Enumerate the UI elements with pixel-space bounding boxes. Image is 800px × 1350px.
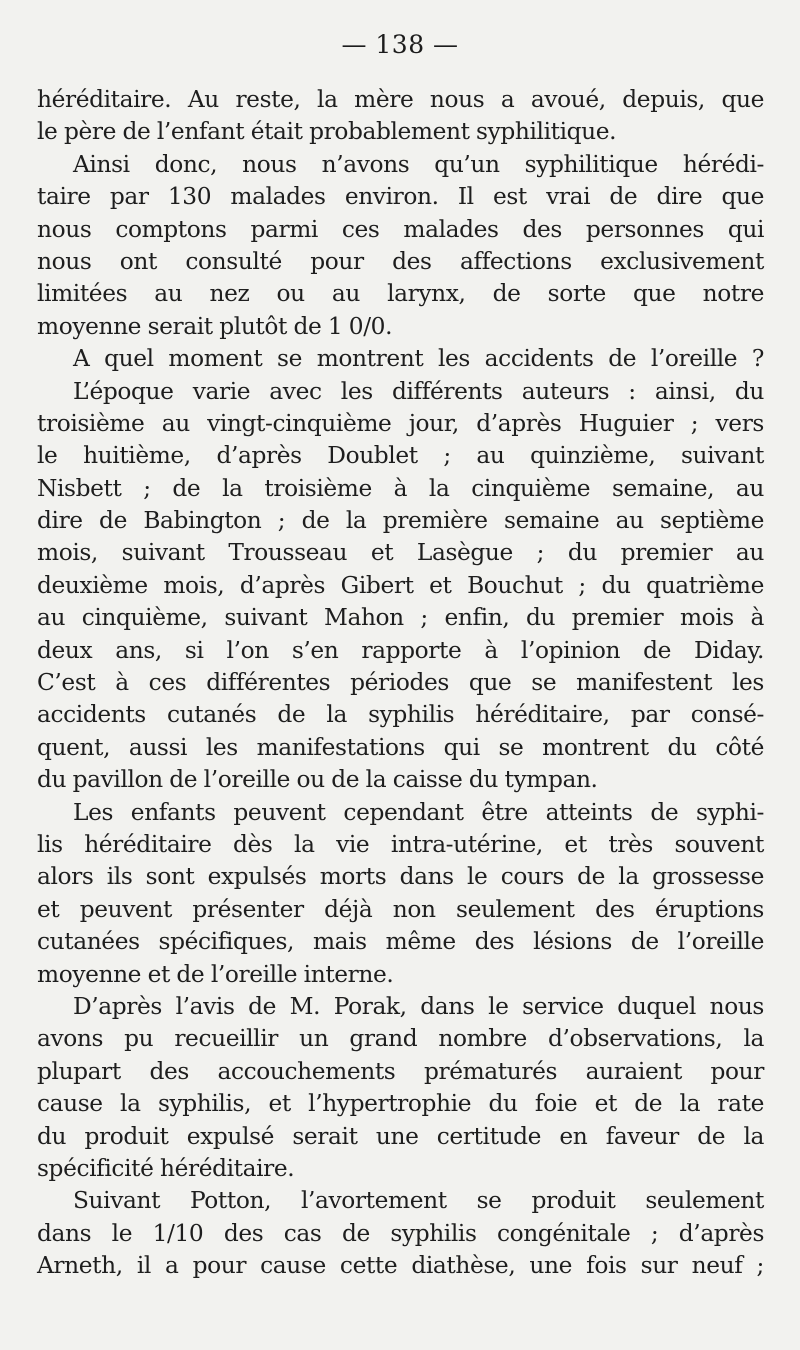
text-line: L’époque varie avec les différents auteurs : ainsi, du bbox=[73, 377, 764, 405]
text-line: lis héréditaire dès la vie intra-utérine, et très souvent bbox=[37, 830, 764, 858]
text-line: nous comptons parmi ces malades des personnes qui bbox=[37, 215, 764, 243]
text-line: cause la syphilis, et l’hypertrophie du foie et de la rate bbox=[37, 1090, 764, 1118]
text-line: deux ans, si l’on s’en rapporte à l’opinion de Diday. bbox=[37, 636, 764, 664]
body-text bbox=[37, 84, 764, 1282]
text-line: du pavillon de l’oreille ou de la caisse du tympan. bbox=[37, 766, 598, 794]
text-line: taire par 130 malades environ. Il est vrai de dire que bbox=[37, 183, 764, 211]
text-line: limitées au nez ou au larynx, de sorte que notre bbox=[37, 280, 764, 308]
text-line: moyenne et de l’oreille interne. bbox=[37, 960, 394, 988]
text-line: accidents cutanés de la syphilis héréditaire, par consé- bbox=[37, 701, 764, 729]
text-line: héréditaire. Au reste, la mère nous a avoué, depuis, que bbox=[37, 86, 764, 113]
text-line: plupart des accouchements prématurés auraient pour bbox=[37, 1057, 764, 1085]
text-line: mois, suivant Trousseau et Lasègue ; du premier au bbox=[37, 539, 764, 567]
text-line: le père de l’enfant était probablement syphilitique. bbox=[37, 118, 617, 146]
text-line: Ainsi donc, nous n’avons qu’un syphilitique hérédi- bbox=[73, 150, 764, 178]
text-line: dans le 1/10 des cas de syphilis congénitale ; d’après bbox=[37, 1219, 764, 1247]
text-line: Nisbett ; de la troisième à la cinquième semaine, au bbox=[37, 474, 764, 502]
text-line: nous ont consulté pour des affections exclusivement bbox=[37, 247, 764, 275]
text-line: cutanées spécifiques, mais même des lésions de l’oreille bbox=[37, 928, 764, 956]
page-number: — 138 — bbox=[341, 30, 459, 59]
text-line: avons pu recueillir un grand nombre d’observations, la bbox=[37, 1025, 764, 1053]
text-line: le huitième, d’après Doublet ; au quinzième, suivant bbox=[37, 442, 764, 470]
text-line: spécificité héréditaire. bbox=[37, 1154, 295, 1182]
text-line: Arneth, il a pour cause cette diathèse, une fois sur neuf ; bbox=[37, 1252, 764, 1280]
text-line: Suivant Potton, l’avortement se produit seulement bbox=[73, 1187, 764, 1215]
text-line: du produit expulsé serait une certitude en faveur de la bbox=[37, 1122, 764, 1150]
text-line: alors ils sont expulsés morts dans le cours de la grossesse bbox=[37, 863, 764, 891]
text-line: A quel moment se montrent les accidents de l’oreille ? bbox=[73, 345, 764, 373]
text-line: quent, aussi les manifestations qui se montrent du côté bbox=[37, 733, 764, 761]
text-line: deuxième mois, d’après Gibert et Bouchut ; du quatrième bbox=[37, 571, 764, 599]
text-line: et peuvent présenter déjà non seulement des éruptions bbox=[37, 895, 764, 923]
text-line: troisième au vingt-cinquième jour, d’après Huguier ; vers bbox=[37, 409, 764, 437]
text-line: moyenne serait plutôt de 1 0/0. bbox=[37, 312, 393, 340]
text-line: au cinquième, suivant Mahon ; enfin, du premier mois à bbox=[37, 604, 764, 632]
text-line: dire de Babington ; de la première semaine au septième bbox=[37, 507, 764, 535]
text-line: D’après l’avis de M. Porak, dans le service duquel nous bbox=[73, 992, 764, 1020]
text-line: Les enfants peuvent cependant être atteints de syphi- bbox=[73, 798, 764, 826]
text-line: C’est à ces différentes périodes que se manifestent les bbox=[37, 669, 764, 697]
